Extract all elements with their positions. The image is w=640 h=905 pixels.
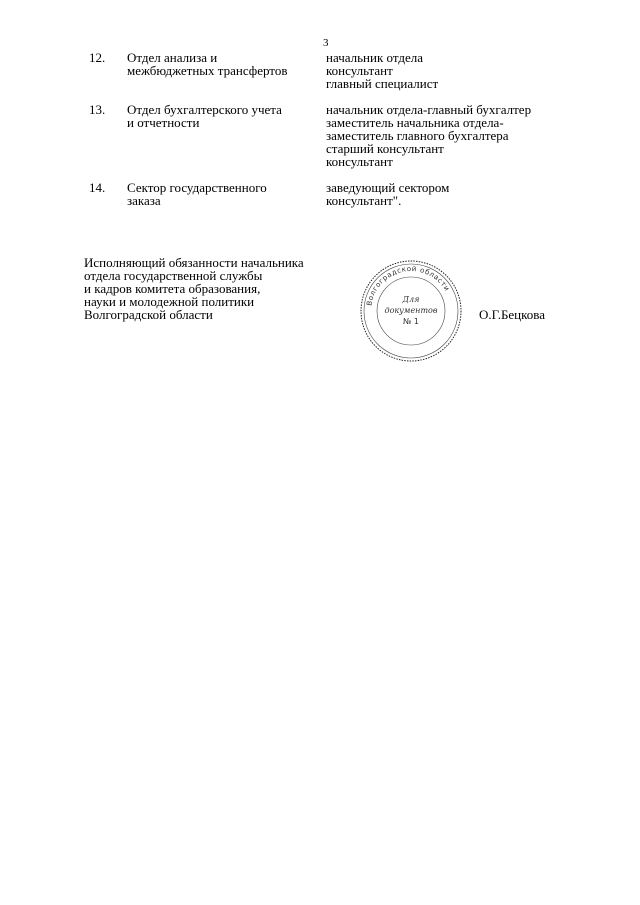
page-number: 3 xyxy=(323,37,329,49)
department-line: Отдел анализа и xyxy=(127,50,218,65)
stamp-center-line: Для xyxy=(402,295,420,304)
positions-list xyxy=(326,51,586,90)
positions-list xyxy=(326,181,586,207)
row-number: 14. xyxy=(89,180,106,195)
department-line: межбюджетных трансфертов xyxy=(127,63,288,78)
department-name xyxy=(127,51,317,77)
official-stamp xyxy=(358,258,464,364)
position-item: консультант xyxy=(326,154,393,169)
signatory-title-line: отдела государственной службы xyxy=(84,268,263,283)
position-item: консультант xyxy=(326,63,393,78)
position-item: старший консультант xyxy=(326,141,444,156)
position-item: заместитель главного бухгалтера xyxy=(326,128,509,143)
row-number: 13. xyxy=(89,102,106,117)
stamp-ring-text: Волгоградской области xyxy=(365,264,452,307)
position-item: начальник отдела xyxy=(326,50,424,65)
position-item: заведующий сектором xyxy=(326,180,450,195)
department-name xyxy=(127,181,317,207)
stamp-center-line: документов xyxy=(384,306,438,315)
positions-list xyxy=(326,103,586,168)
department-line: заказа xyxy=(127,193,161,208)
department-line: Отдел бухгалтерского учета xyxy=(127,102,282,117)
position-item: начальник отдела-главный бухгалтер xyxy=(326,102,532,117)
stamp-center-line: № 1 xyxy=(403,317,419,326)
row-number: 12. xyxy=(89,50,106,65)
department-name xyxy=(127,103,317,129)
position-item: главный специалист xyxy=(326,76,439,91)
signatory-title-line: Исполняющий обязанности начальника xyxy=(84,255,304,270)
department-line: и отчетности xyxy=(127,115,200,130)
signer-name: О.Г.Бецкова xyxy=(479,307,546,322)
signatory-title-line: Волгоградской области xyxy=(84,307,213,322)
position-item: заместитель начальника отдела- xyxy=(326,115,504,130)
signatory-title xyxy=(84,256,354,321)
department-line: Сектор государственного xyxy=(127,180,267,195)
signatory-title-line: науки и молодежной политики xyxy=(84,294,255,309)
signatory-title-line: и кадров комитета образования, xyxy=(84,281,261,296)
position-item: консультант". xyxy=(326,193,402,208)
